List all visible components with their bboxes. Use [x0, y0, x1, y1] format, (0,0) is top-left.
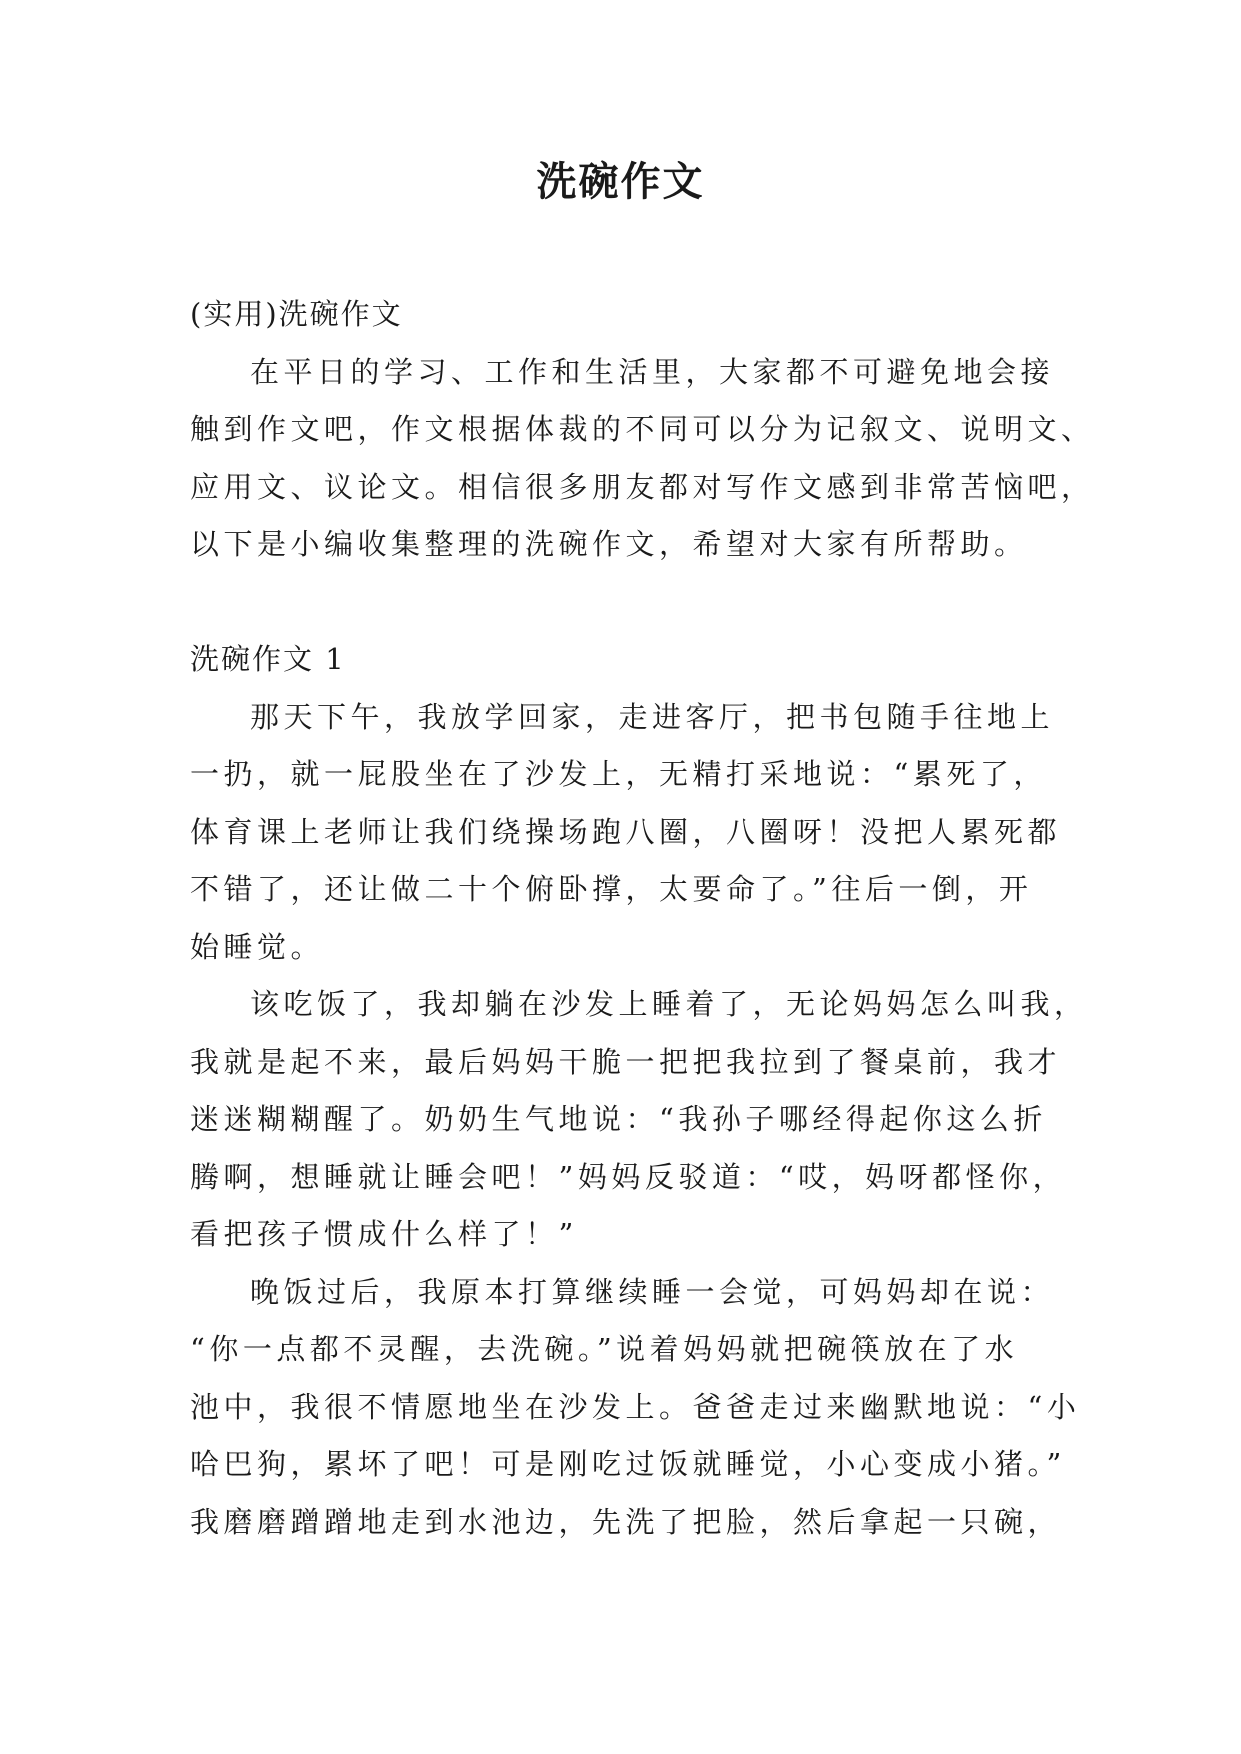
paragraph-line: 触到作文吧，作文根据体裁的不同可以分为记叙文、说明文、 — [190, 412, 1095, 446]
paragraph-2 — [190, 976, 1088, 1264]
paragraph-line: 池中，我很不情愿地坐在沙发上。爸爸走过来幽默地说：“小 — [190, 1389, 1081, 1424]
document-body — [190, 286, 1095, 1551]
paragraph-3 — [190, 1264, 1081, 1552]
section-heading: 洗碗作文 1 — [190, 642, 346, 676]
paragraph-line: 迷迷糊糊醒了。奶奶生气地说：“我孙子哪经得起你这么折 — [190, 1102, 1047, 1136]
paragraph-line: 体育课上老师让我们绕操场跑八圈，八圈呀！没把人累死都 — [190, 814, 1062, 849]
document-title: 洗碗作文 — [536, 158, 705, 205]
paragraph-line: 不错了，还让做二十个俯卧撑，太要命了。”往后一倒，开 — [190, 872, 1033, 906]
paragraph-line: 应用文、议论文。相信很多朋友都对写作文感到非常苦恼吧， — [190, 469, 1095, 504]
paragraph-line: 我就是起不来，最后妈妈干脆一把把我拉到了餐桌前，我才 — [190, 1044, 1062, 1079]
paragraph-line: 那天下午，我放学回家，走进客厅，把书包随手往地上 — [250, 699, 1055, 734]
paragraph-line: 在平日的学习、工作和生活里，大家都不可避免地会接 — [250, 354, 1055, 389]
paragraph-line: 以下是小编收集整理的洗碗作文，希望对大家有所帮助。 — [190, 527, 1028, 561]
paragraph-line: 该吃饭了，我却躺在沙发上睡着了，无论妈妈怎么叫我， — [250, 987, 1088, 1021]
blank-line — [190, 574, 1052, 632]
paragraph-line: 腾啊，想睡就让睡会吧！”妈妈反驳道：“哎，妈呀都怪你， — [190, 1159, 1067, 1194]
paragraph-line: 一扔，就一屁股坐在了沙发上，无精打采地说：“累死了， — [190, 757, 1047, 791]
paragraph-line: 晚饭过后，我原本打算继续睡一会觉，可妈妈却在说： — [250, 1274, 1055, 1309]
paragraph-line: 始睡觉。 — [190, 929, 325, 964]
paragraph-1 — [190, 689, 1062, 977]
paragraph-line: 我磨磨蹭蹭地走到水池边，先洗了把脸，然后拿起一只碗， — [190, 1504, 1062, 1539]
paragraph-line: 哈巴狗，累坏了吧！可是刚吃过饭就睡觉，小心变成小猪。” — [190, 1447, 1066, 1481]
document-subtitle: (实用)洗碗作文 — [190, 297, 403, 331]
intro-paragraph — [190, 344, 1095, 574]
paragraph-line: “你一点都不灵醒，去洗碗。”说着妈妈就把碗筷放在了水 — [190, 1332, 1019, 1366]
paragraph-line: 看把孩子惯成什么样了！” — [190, 1217, 578, 1251]
